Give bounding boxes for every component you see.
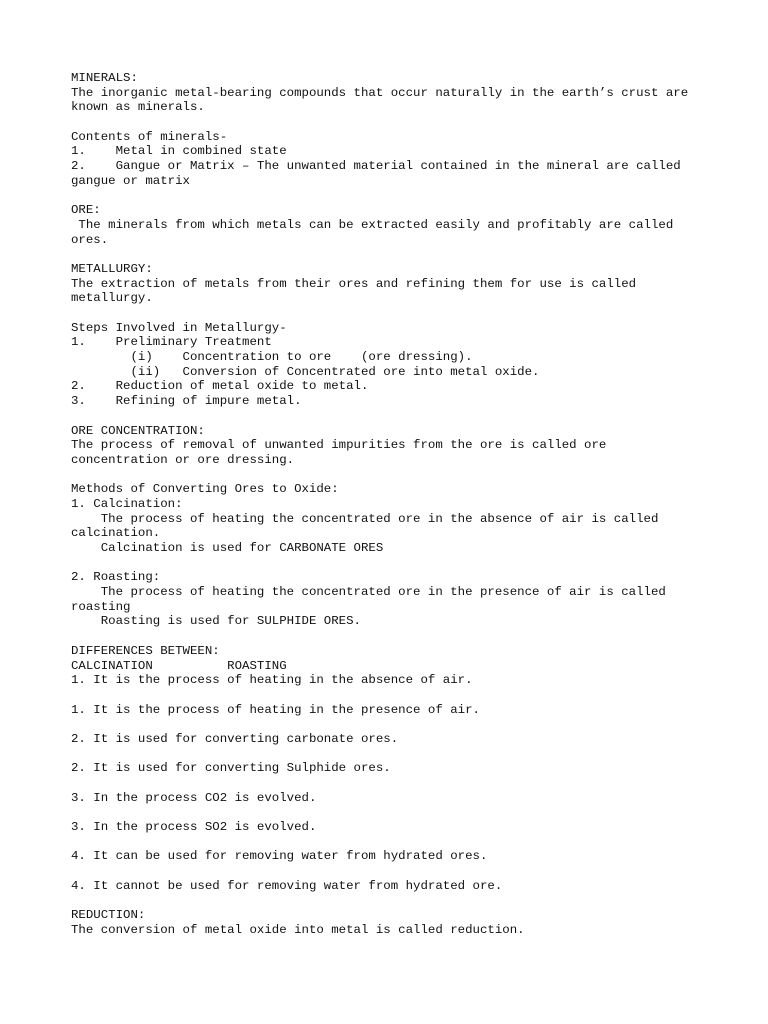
difference-row: 3. In the process SO2 is evolved. bbox=[71, 820, 317, 835]
minerals-definition-line-1: The inorganic metal-bearing compounds that occur naturally in the earth’s crust are bbox=[71, 85, 689, 100]
ore-definition-line-2: ores. bbox=[71, 232, 109, 247]
document-body bbox=[71, 71, 731, 938]
section-heading-metallurgy: METALLURGY: bbox=[71, 261, 153, 276]
spacer bbox=[71, 247, 731, 262]
spacer bbox=[71, 468, 731, 483]
difference-row: 2. It is used for converting carbonate ores. bbox=[71, 731, 399, 746]
ore-concentration-definition-line-2: concentration or ore dressing. bbox=[71, 452, 295, 467]
calcination-title: 1. Calcination: bbox=[71, 496, 183, 511]
section-heading-minerals: MINERALS: bbox=[71, 71, 138, 85]
spacer bbox=[71, 688, 731, 703]
spacer bbox=[71, 409, 731, 424]
metallurgy-definition-line-2: metallurgy. bbox=[71, 291, 153, 306]
differences-column-headers: CALCINATION ROASTING bbox=[71, 658, 287, 673]
roasting-title: 2. Roasting: bbox=[71, 570, 161, 585]
contents-heading: Contents of minerals- bbox=[71, 129, 228, 144]
section-heading-ore: ORE: bbox=[71, 203, 101, 218]
calcination-use: Calcination is used for CARBONATE ORES bbox=[71, 541, 384, 555]
contents-item-1: 1. Metal in combined state bbox=[71, 144, 287, 159]
differences-heading: DIFFERENCES BETWEEN: bbox=[71, 643, 220, 658]
spacer bbox=[71, 629, 731, 644]
spacer bbox=[71, 556, 731, 571]
roasting-use: Roasting is used for SULPHIDE ORES. bbox=[71, 614, 361, 629]
steps-item-1: 1. Preliminary Treatment bbox=[71, 335, 272, 350]
difference-row: 3. In the process CO2 is evolved. bbox=[71, 790, 317, 805]
spacer bbox=[71, 864, 731, 879]
difference-row: 4. It cannot be used for removing water from hydrated ore. bbox=[71, 878, 503, 893]
spacer bbox=[71, 306, 731, 321]
spacer bbox=[71, 189, 731, 204]
section-heading-reduction: REDUCTION: bbox=[71, 908, 146, 923]
steps-item-2: 2. Reduction of metal oxide to metal. bbox=[71, 379, 369, 394]
spacer bbox=[71, 894, 731, 909]
calcination-definition-line-2: calcination. bbox=[71, 526, 161, 541]
difference-row: 1. It is the process of heating in the absence of air. bbox=[71, 673, 473, 688]
methods-heading: Methods of Converting Ores to Oxide: bbox=[71, 482, 339, 497]
steps-item-1-sub-i: (i) Concentration to ore (ore dressing). bbox=[71, 350, 473, 365]
steps-item-3: 3. Refining of impure metal. bbox=[71, 394, 302, 409]
section-heading-ore-concentration: ORE CONCENTRATION: bbox=[71, 423, 205, 438]
calcination-definition-line-1: The process of heating the concentrated ore in the absence of air is called bbox=[71, 511, 659, 526]
metallurgy-definition-line-1: The extraction of metals from their ores and refining them for use is called bbox=[71, 276, 637, 291]
difference-row: 2. It is used for converting Sulphide ores. bbox=[71, 761, 391, 776]
difference-row: 1. It is the process of heating in the presence of air. bbox=[71, 702, 480, 717]
spacer bbox=[71, 805, 731, 820]
steps-item-1-sub-ii: (ii) Conversion of Concentrated ore into metal oxide. bbox=[71, 364, 540, 379]
spacer bbox=[71, 115, 731, 130]
ore-definition-line-1: The minerals from which metals can be extracted easily and profitably are called bbox=[71, 217, 674, 232]
spacer bbox=[71, 776, 731, 791]
roasting-definition-line-2: roasting bbox=[71, 599, 131, 614]
contents-item-2: 2. Gangue or Matrix – The unwanted material contained in the mineral are called bbox=[71, 159, 681, 174]
ore-concentration-definition-line-1: The process of removal of unwanted impurities from the ore is called ore bbox=[71, 438, 607, 453]
spacer bbox=[71, 835, 731, 850]
difference-row: 4. It can be used for removing water from hydrated ores. bbox=[71, 849, 488, 864]
spacer bbox=[71, 747, 731, 762]
reduction-definition-line-1: The conversion of metal oxide into metal is called reduction. bbox=[71, 922, 525, 937]
contents-item-2-continued: gangue or matrix bbox=[71, 173, 190, 188]
spacer bbox=[71, 717, 731, 732]
steps-heading: Steps Involved in Metallurgy- bbox=[71, 320, 287, 335]
roasting-definition-line-1: The process of heating the concentrated ore in the presence of air is called bbox=[71, 585, 666, 600]
minerals-definition-line-2: known as minerals. bbox=[71, 100, 205, 115]
